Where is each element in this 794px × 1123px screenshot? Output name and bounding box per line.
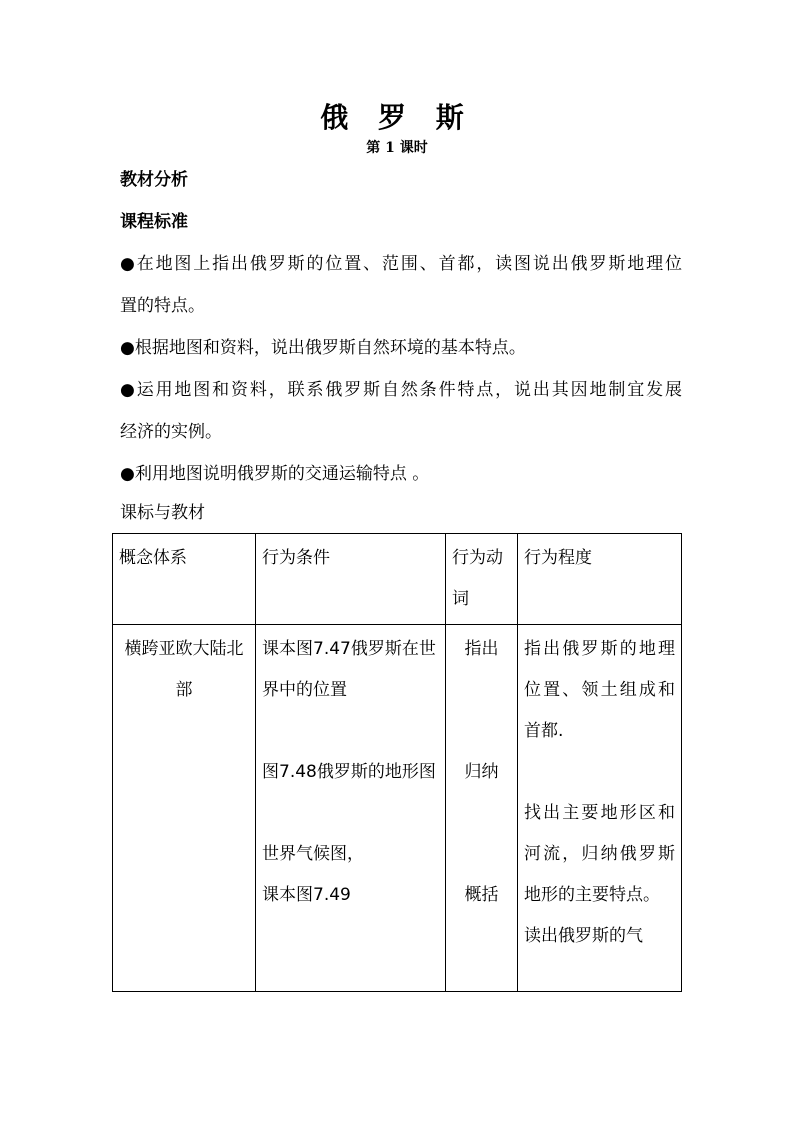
- header-verb: 行为动词: [446, 534, 518, 625]
- standard-item-1-line-1: ●在地图上指出俄罗斯的位置、范围、首都，读图说出俄罗斯地理位: [120, 254, 682, 274]
- lesson-subtitle: 第 1 课时: [366, 140, 428, 156]
- verb-3: 概括: [464, 885, 499, 905]
- section-heading: 教材分析: [120, 170, 188, 190]
- condition-3: 世界气候图，: [262, 844, 364, 864]
- cell-concept: 横跨亚欧大陆北部: [113, 625, 256, 992]
- condition-4: 课本图7.49: [262, 885, 351, 905]
- condition-1: 课本图7.47俄罗斯在世界中的位置: [262, 639, 436, 700]
- curriculum-table: [112, 533, 682, 992]
- table-caption: 课标与教材: [120, 503, 205, 523]
- degree-1: 指出俄罗斯的地理位置、领土组成和首都.: [524, 639, 675, 741]
- standard-item-1-line-2: 置的特点。: [120, 296, 205, 316]
- table-row: [113, 625, 682, 992]
- cell-verbs: [446, 625, 518, 992]
- cell-degrees: [518, 625, 682, 992]
- degree-2: 找出主要地形区和河流，归纳俄罗斯地形的主要特点。: [524, 803, 675, 905]
- header-concept: 概念体系: [113, 534, 256, 625]
- verb-1: 指出: [464, 639, 499, 659]
- standards-list: [120, 243, 682, 495]
- degree-3: 读出俄罗斯的气: [524, 926, 643, 946]
- cell-conditions: [256, 625, 446, 992]
- standard-item-4: ●利用地图说明俄罗斯的交通运输特点 。: [120, 464, 430, 484]
- standard-item-3-line-2: 经济的实例。: [120, 422, 222, 442]
- subsection-heading: 课程标准: [120, 212, 188, 232]
- header-degree: 行为程度: [518, 534, 682, 625]
- condition-2: 图7.48俄罗斯的地形图: [262, 762, 436, 782]
- document-title: 俄 罗 斯: [320, 101, 474, 134]
- standard-item-2: ●根据地图和资料，说出俄罗斯自然环境的基本特点。: [120, 338, 526, 358]
- table-header-row: [113, 534, 682, 625]
- header-condition: 行为条件: [256, 534, 446, 625]
- standard-item-3-line-1: ●运用地图和资料，联系俄罗斯自然条件特点，说出其因地制宜发展: [120, 380, 682, 400]
- verb-2: 归纳: [464, 762, 499, 782]
